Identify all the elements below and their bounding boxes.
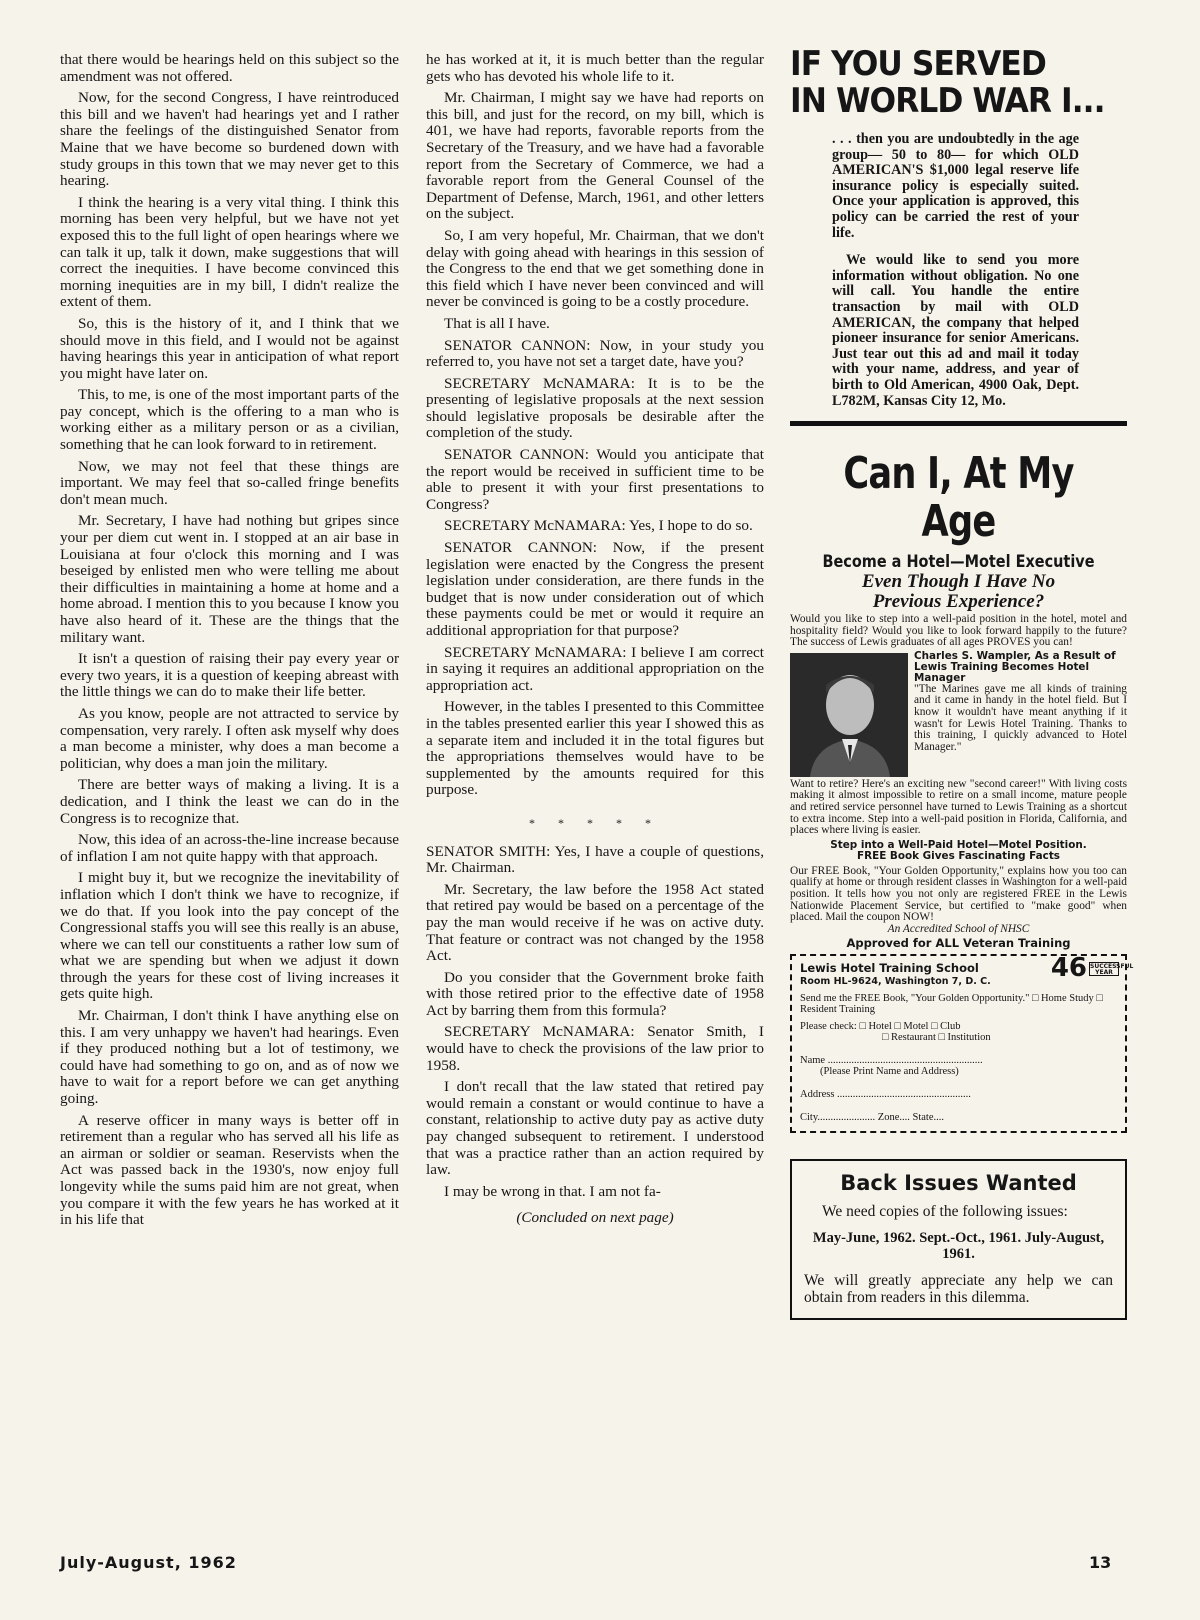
mail-in-coupon[interactable] (790, 953, 1134, 1133)
paragraph: This, to me, is one of the most important parts of the pay concept, which is the offering to a man who is working either as a military person or as a civilian, something that he can look forward to in retirement. (60, 386, 399, 454)
column-2-top-text (426, 52, 764, 799)
old-american-ad (790, 46, 1127, 409)
lewis-ad-intro: Would you like to step into a well-paid position in the hotel, motel and hospitality field? Would you like to look forward happily to the future? The success of Lewis graduates of all ages PROVES you can! (790, 613, 1127, 649)
back-issues-title: Back Issues Wanted (840, 1170, 1077, 1195)
lewis-ad-italic-line-1: Even Though I Have No (861, 571, 1056, 593)
paragraph: So, this is the history of it, and I think that we should move in this field, and I would not be against having hearings this year in anticipation of what report you might have later on. (60, 314, 399, 382)
back-issues-appeal: We will greatly appreciate any help we can obtain from readers in this dilemma. (804, 1271, 1113, 1306)
ww1-ad-paragraph-1: . . . then you are undoubtedly in the age group— 50 to 80— for which OLD AMERICAN'S $1,000 legal reserve life insurance policy is especially suited. Once your application is approved, this policy can be carried the rest of your life. (832, 131, 1079, 241)
lewis-ad-subhead: Become a Hotel—Motel Executive (822, 552, 1095, 573)
paragraph: he has worked at it, it is much better than the regular gets who has devoted his whole life to it. (426, 51, 764, 85)
paragraph: I may be wrong in that. I am not fa- (444, 1182, 661, 1200)
paragraph: Mr. Chairman, I might say we have had reports on this bill, and just for the record, on my bill, which is 401, we have had reports, favorable reports from the Secretary of the Treasury, and we have had a favorable report from the Secretary of Commerce, we had a favorable report from the General Counsel of the Department of Defense, March, 1961, and other letters on the subject. (426, 89, 764, 223)
step-headline-1: Step into a Well-Paid Hotel—Motel Position. (830, 838, 1087, 851)
coupon-address-field[interactable]: Address ................................................... (800, 1088, 971, 1100)
ww1-headline-1: IF YOU SERVED (790, 44, 1046, 84)
veteran-approved-line: Approved for ALL Veteran Training (846, 936, 1071, 951)
checkbox-motel[interactable]: □ Motel (894, 1020, 929, 1032)
lewis-ad-headline: Can I, At My Age (843, 448, 1074, 548)
paragraph: Do you consider that the Government broke faith with those retired prior to the effective date of 1958 Act by barring them from this formula? (426, 968, 764, 1019)
paragraph: Mr. Chairman, I don't think I have anything else on this. I am very unhappy we haven't had hearings. Even if they produced nothing but a lot of testimony, we could have had something to go on, and as of now we have to wait for a report before we can get anything going. (60, 1007, 399, 1108)
paragraph: A reserve officer in many ways is better off in retirement than a regular who has served all his life as an airman or soldier or seaman. Reservists when the Act was passed back in the 1930's, now enjoy full longevity while the sums paid him are not great, when you compare it with the few years he has worked at it in his life that (60, 1111, 399, 1229)
coupon-check-options: Please check: □ Hotel □ Motel □ Club □ Restaurant □ Institution (800, 1020, 991, 1043)
testimonial-portrait-photo (790, 653, 908, 777)
paragraph: SECRETARY McNAMARA: I believe I am correct in saying it requires an additional appropriation on the appropriation act. (426, 643, 764, 694)
paragraph: SECRETARY McNAMARA: Senator Smith, I would have to check the provisions of the law prior to 1958. (426, 1023, 764, 1074)
coupon-name-hint: (Please Print Name and Address) (820, 1065, 959, 1077)
step-headline-2: FREE Book Gives Fascinating Facts (857, 850, 1060, 863)
coupon-name-field[interactable]: Name ........................................................... (800, 1054, 983, 1066)
retire-text: Want to retire? Here's an exciting new "second career!" With living costs making it almost impossible to retire on a small income, mature people and retired service personnel have turned to Lewis Training as a shortcut to extra income. Step into a well-paid position in Florida, California, and places where living is easier. (790, 777, 1127, 837)
paragraph: SENATOR SMITH: Yes, I have a couple of questions, Mr. Chairman. (426, 842, 764, 877)
back-issues-box (790, 1159, 1127, 1320)
paragraph: SECRETARY McNAMARA: Yes, I hope to do so. (444, 517, 753, 535)
paragraph: I might buy it, but we recognize the inevitability of inflation which I don't think we have to recognize, if we do that. If you look into the pay concept of the Congressional staffs you will see this really is an abuse, where we can tell our constituents a rather low sum of what we are spending but when we adjust it down through the years for these cost of living increases it gets quite high. (60, 869, 399, 1003)
ww1-ad-paragraph-2: We would like to send you more information without obligation. No one will call. You handle the entire transaction by mail with OLD AMERICAN, the company that helped pioneer insurance for senior Americans. Just tear out this ad and mail it today with your name, address, and year of birth to Old American, 4900 Oak, Dept. L782M, Kansas City 12, Mo. (832, 252, 1079, 409)
paragraph: that there would be hearings held on this subject so the amendment was not offered. (60, 51, 399, 85)
paragraph: SECRETARY McNAMARA: It is to be the presenting of legislative proposals at the next session should legislative proposals be desirable after the completion of the study. (426, 374, 764, 442)
concluded-note: (Concluded on next page) (516, 1209, 674, 1227)
paragraph: SENATOR CANNON: Would you anticipate that the report would be received in sufficient time to be able to present it with your first presentations to Congress? (426, 446, 764, 513)
paragraph: There are better ways of making a living. It is a dedication, and I think the least we can do in the Congress is to recognize that. (60, 776, 399, 827)
page-number: 13 (1089, 1553, 1112, 1572)
paragraph: However, in the tables I presented to this Committee in the tables presented earlier this year I showed this as a separate item and included it in the total figures but the appropriations themselves would have to be supplemented by the amounts required for this purpose. (426, 698, 764, 799)
paragraph: As you know, people are not attracted to service by compensation, very rarely. I often ask myself why does a man become a minister, why does a man become a politician, why does a man join the military. (60, 704, 399, 772)
paragraph: Now, we may not feel that these things are important. We may feel that so-called fringe benefits don't mean much. (60, 457, 399, 508)
checkbox-institution[interactable]: □ Institution (938, 1031, 991, 1043)
paragraph: I don't recall that the law stated that retired pay would remain a constant or would continue to have a constant, relationship to active duty pay as active duty pay changed subsequent to retirement. I understood that was a practice rather than an action required by law. (426, 1078, 764, 1179)
back-issues-request: We need copies of the following issues: (822, 1202, 1068, 1220)
testimonial-quote: "The Marines gave me all kinds of training and it came in handy in the hotel field. But I know it wouldn't have meant anything if it wasn't for Lewis Hotel Training. Thanks to this training, I quickly advanced to Hotel Manager." (914, 682, 1127, 753)
checkbox-restaurant[interactable]: □ Restaurant (882, 1031, 936, 1043)
ww1-headline-2: IN WORLD WAR I... (790, 81, 1105, 121)
testimonial-name: Charles S. Wampler, As a Result of Lewis Training Becomes Hotel Manager (914, 650, 1116, 684)
coupon-school-name: Lewis Hotel Training School (800, 961, 979, 976)
paragraph: That is all I have. (444, 314, 550, 332)
paragraph: Mr. Secretary, I have had nothing but gripes since your per diem cut went in. I stopped at an air base in Louisiana at four o'clock this morning and I was beseiged by enlisted men who were telling me about their difficulties in maintaining a home at home and a home abroad. I mention this to you because I know you have also heard of it. These are the things that the military want. (60, 512, 399, 646)
advertisement-column (790, 44, 1134, 1320)
46th-year-badge: 46 SUCCESSFUL YEAR (1050, 953, 1134, 984)
paragraph: Now, for the second Congress, I have reintroduced this bill and we haven't had hearings yet and I rather share the feelings of the distinguished Senator from Maine that we have become so burdened down with study groups in this town that we may never get to this hearing. (60, 89, 399, 190)
paragraph: Mr. Secretary, the law before the 1958 Act stated that retired pay would be based on a percentage of the pay the man would receive if he was on active duty. That feature or contract was not changed by the 1958 Act. (426, 880, 764, 965)
article-column-2 (426, 52, 764, 1227)
free-book-text: Our FREE Book, "Your Golden Opportunity," explains how you too can qualify at home or through resident classes in Washington for a well-paid position. It tells how you not only are registered FREE in the Lewis Nationwide Placement Service, but certified to "make good" when placed. Mail the coupon NOW! (790, 864, 1127, 924)
coupon-room-address: Room HL-9624, Washington 7, D. C. (800, 975, 991, 987)
coupon-city-zone-state-field[interactable]: City...................... Zone.... State.... (800, 1111, 944, 1123)
checkbox-resident-training[interactable]: □ Resident Training (800, 992, 1103, 1015)
paragraph: Now, this idea of an across-the-line increase because of inflation I am not quite happy with that approach. (60, 831, 399, 865)
lewis-ad-italic-line-2: Previous Experience? (872, 591, 1045, 613)
lewis-hotel-ad (790, 448, 1134, 1133)
checkbox-hotel[interactable]: □ Hotel (859, 1020, 892, 1032)
paragraph: I think the hearing is a very vital thing. I think this morning has been very helpful, but we have not yet exposed this to the full light of open hearings where we can talk it up, talk it down, make suggestions that will correct the inequities. I have become convinced this morning inequities are in my bill, I didn't realize the extent of them. (60, 193, 399, 311)
checkbox-club[interactable]: □ Club (931, 1020, 961, 1032)
paragraph: SENATOR CANNON: Now, in your study you referred to, you have not set a target date, have you? (426, 336, 764, 371)
back-issues-list: May-June, 1962. Sept.-Oct., 1961. July-August, 1961. (812, 1229, 1105, 1262)
column-2-bottom-text (426, 844, 764, 1201)
paragraph: So, I am very hopeful, Mr. Chairman, that we don't delay with going ahead with hearings in this session of the Congress to the end that we get something done in this field which I have never been convinced and will never be convinced is going to be a costly procedure. (426, 226, 764, 311)
accredited-line: An Accredited School of NHSC (887, 922, 1030, 935)
paragraph: SENATOR CANNON: Now, if the present legislation were enacted by the Congress the present legislation under consideration, are there funds in the budget that is now under consideration out of which these payments could be met or would it require an additional appropriation for that purpose? (426, 539, 764, 639)
section-divider-stars: * * * * * (529, 815, 661, 830)
article-column-1 (60, 52, 399, 1234)
issue-date: July-August, 1962 (60, 1553, 237, 1572)
paragraph: It isn't a question of raising their pay every year or every two years, it is a question of keeping abreast with the little things we can do to make their life better. (60, 650, 399, 701)
coupon-send-line: Send me the FREE Book, "Your Golden Opportunity." □ Home Study □ Resident Training (800, 992, 1103, 1015)
ad-divider-rule (790, 421, 1127, 426)
checkbox-home-study[interactable]: □ Home Study (1032, 992, 1094, 1004)
